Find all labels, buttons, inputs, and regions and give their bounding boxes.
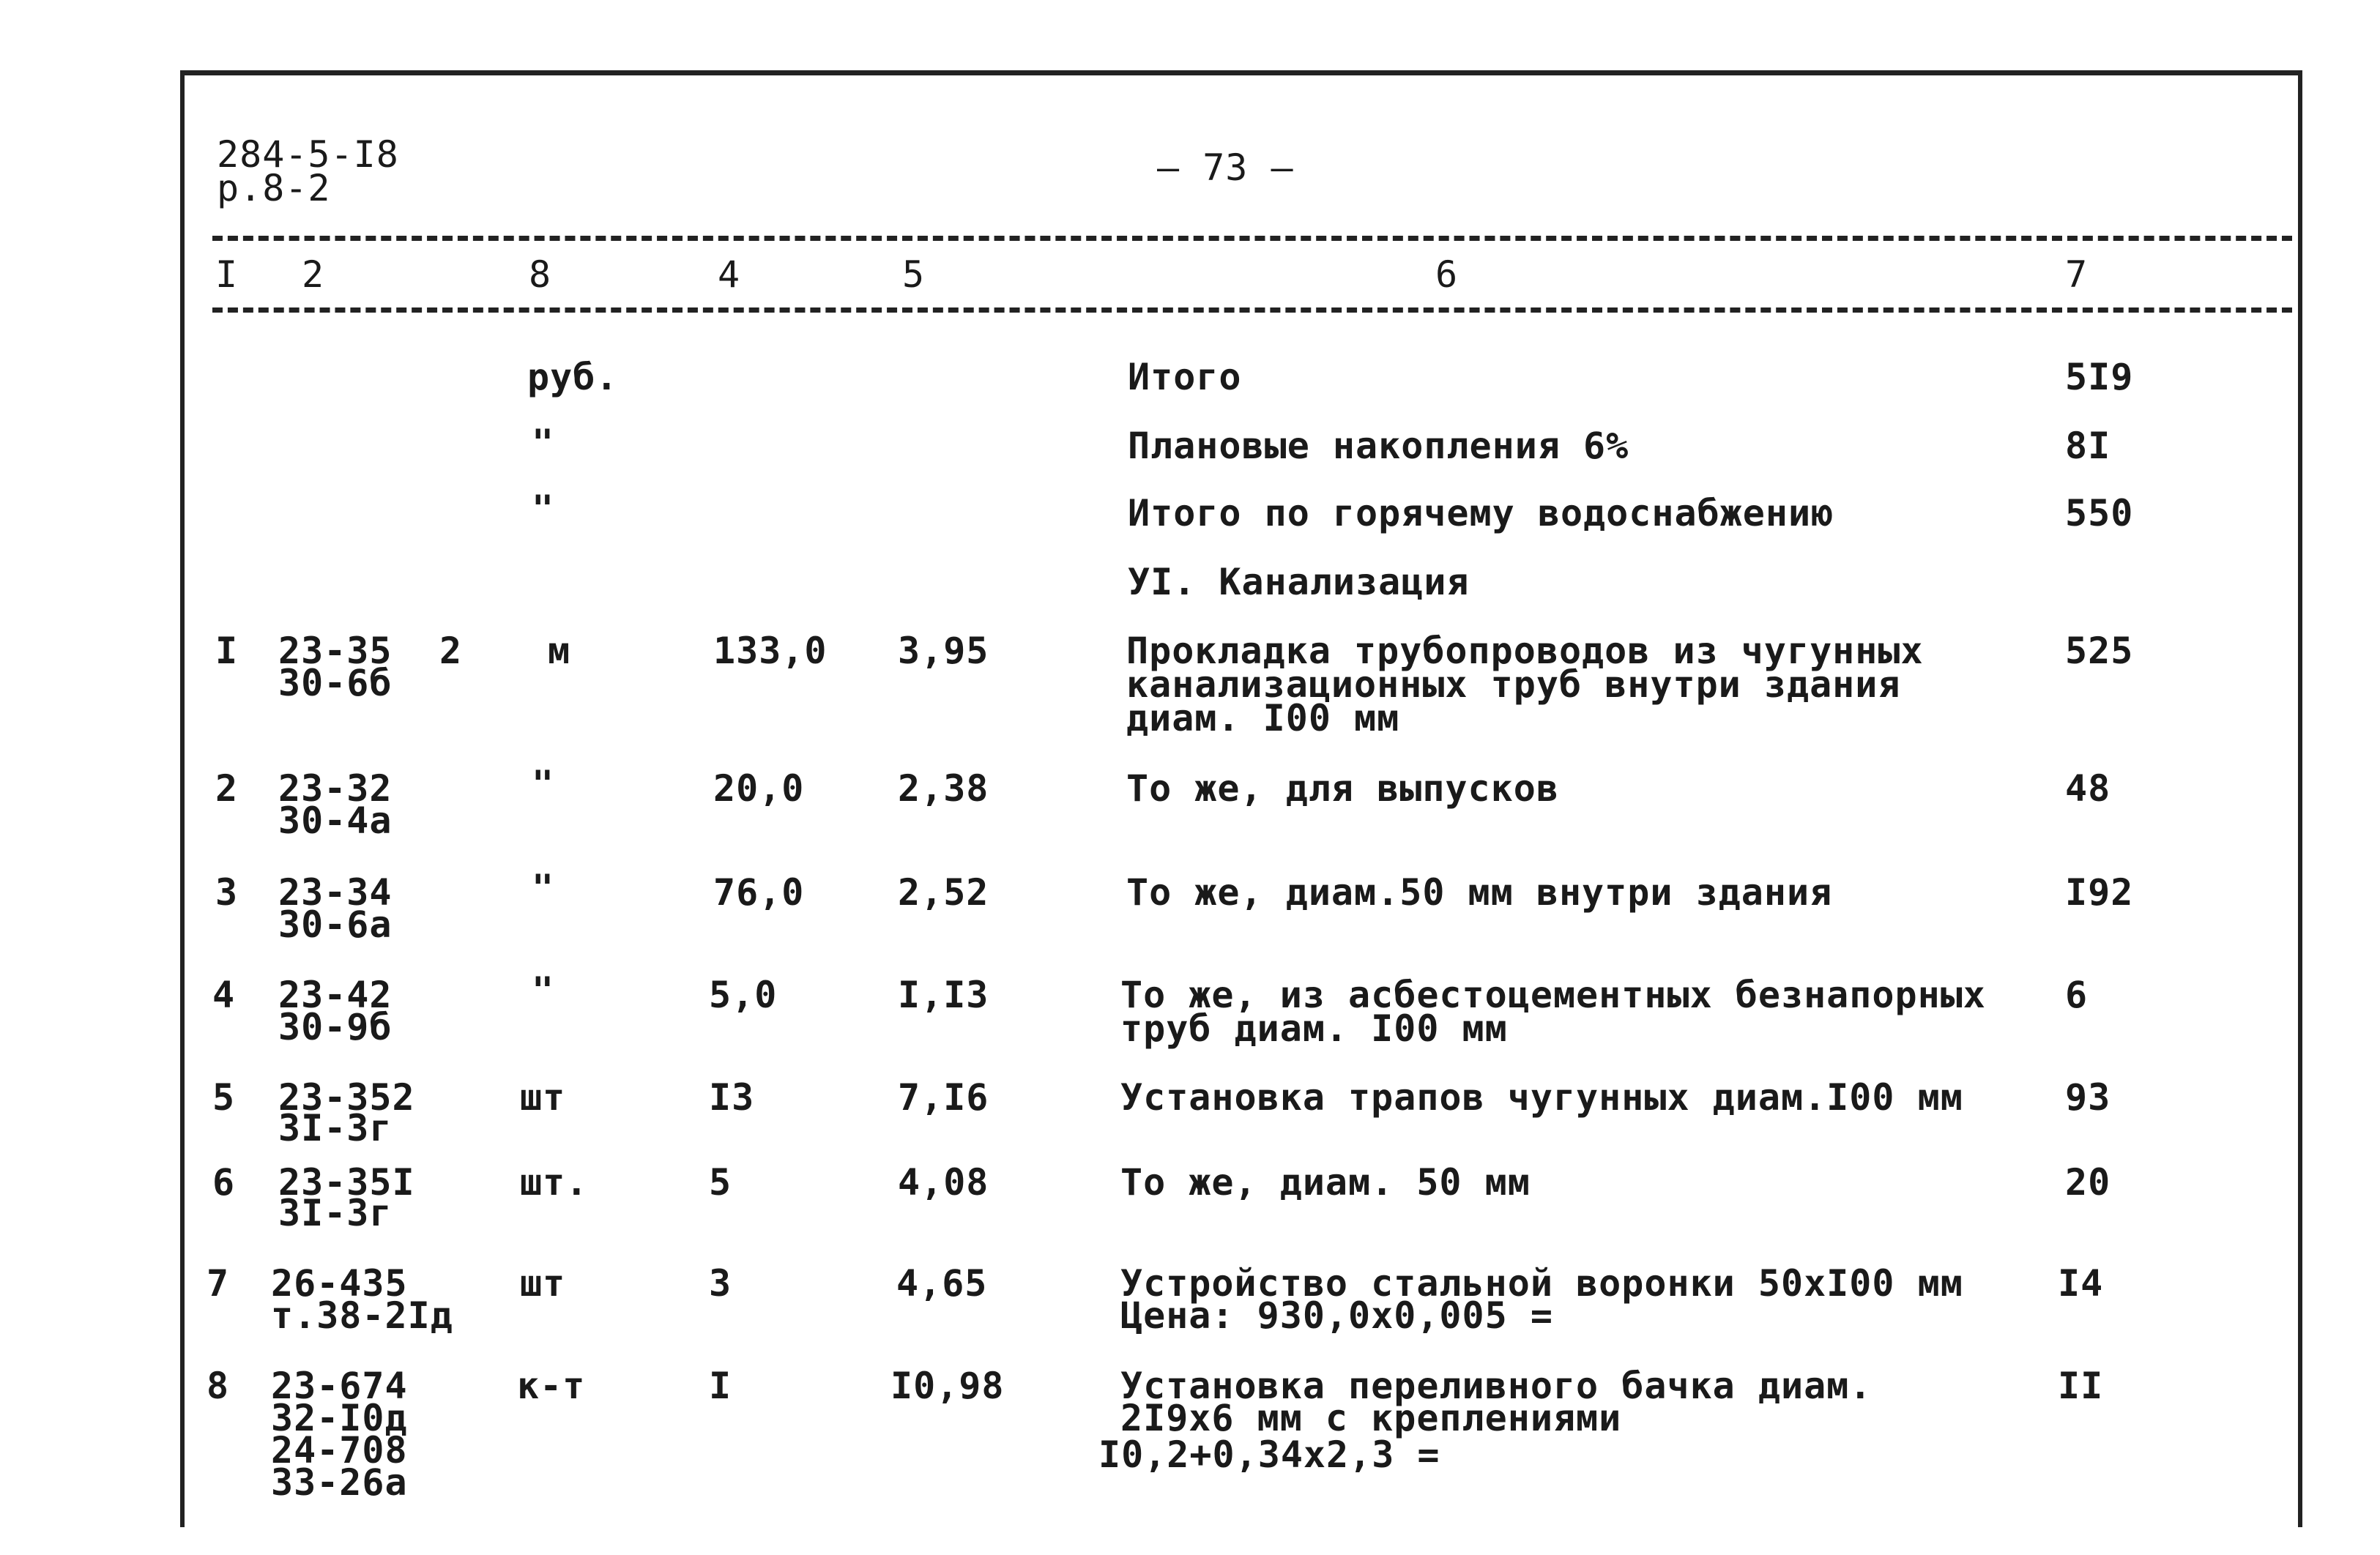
row-total: 550 [2065,492,2134,534]
row-unit: " [532,422,555,464]
row-price: 7,I6 [898,1076,989,1119]
row-code: 23-352 [278,1076,415,1119]
column-header-6: 6 [1435,253,1459,296]
row-description: труб диам. I00 мм [1120,1007,1508,1050]
row-unit: м [548,630,571,672]
doc-code: 284-5-I8 [217,133,399,176]
row-total: I92 [2065,871,2134,914]
row-quantity: 5 [709,1161,732,1204]
row-description: То же, диам.50 мм внутри здания [1126,871,1833,914]
frame-top-border [180,70,2302,75]
row-code: 23-34 [278,871,393,914]
row-unit: шт. [520,1161,589,1204]
row-price: 2,52 [898,871,989,914]
row-description: Плановые накопления 6% [1128,425,1629,467]
row-price: 2,38 [898,767,989,810]
row-unit: к-т [517,1365,586,1407]
row-price: 4,08 [898,1161,989,1204]
column-header-1: I [215,253,239,296]
row-total: 8I [2065,425,2111,467]
row-code: 23-42 [278,974,393,1016]
row-unit: " [532,488,555,530]
section-title: УI. Канализация [1128,561,1470,603]
column-header-5: 5 [902,253,926,296]
row-code-tertiary: 24-708 [271,1429,408,1472]
row-code: 23-32 [278,767,393,810]
row-description: 2I9х6 мм с креплениями [1120,1397,1622,1439]
row-number: 3 [215,871,239,914]
row-total: I4 [2058,1262,2104,1305]
row-unit: руб. [527,356,619,398]
row-number: 6 [212,1161,236,1204]
row-price: 4,65 [896,1262,988,1305]
row-code-secondary: 30-6б [278,662,393,704]
frame-left-border [180,70,185,1527]
row-quantity: 20,0 [713,767,805,810]
header-rule-bottom [212,307,2292,313]
row-code: 26-435 [271,1262,408,1305]
row-total: 525 [2065,630,2134,672]
column-header-2: 2 [302,253,325,296]
row-extra: 2 [439,630,463,672]
row-code-secondary: т.38-2Iд [271,1294,453,1337]
row-description: Итого по горячему водоснабжению [1128,492,1834,534]
frame-right-border [2298,70,2302,1527]
row-description: Прокладка трубопроводов из чугунных [1126,630,1924,672]
row-unit: " [532,867,555,909]
row-quantity: I3 [709,1076,755,1119]
column-header-7: 7 [2065,253,2089,296]
row-description: канализационных труб внутри здания [1126,663,1901,706]
row-quantity: 133,0 [713,630,828,672]
row-total: 5I9 [2065,356,2134,398]
row-unit: шт [520,1262,566,1305]
row-description: То же, из асбестоцементных безнапорных [1120,974,1986,1016]
row-description: Установка трапов чугунных диам.I00 мм [1120,1076,1963,1119]
row-number: I [215,630,239,672]
row-price: 3,95 [898,630,989,672]
row-description: То же, диам. 50 мм [1120,1161,1531,1204]
row-description: Итого [1128,356,1242,398]
row-price: I0,98 [890,1365,1005,1407]
row-code: 23-674 [271,1365,408,1407]
row-quantity: 76,0 [713,871,805,914]
header-rule-top [212,236,2292,241]
row-description: Устройство стальной воронки 50хI00 мм [1120,1262,1963,1305]
row-number: 5 [212,1076,236,1119]
row-unit: " [532,969,555,1012]
row-code-secondary: 3I-3г [278,1192,393,1234]
column-header-4: 4 [718,253,741,296]
row-price: I,I3 [898,974,989,1016]
row-description: То же, для выпусков [1126,767,1559,810]
row-quantity: I [709,1365,732,1407]
row-description: диам. I00 мм [1126,697,1400,739]
column-header-3: 8 [529,253,552,296]
row-description: Установка переливного бачка диам. [1120,1365,1873,1407]
row-description: Цена: 930,0х0,005 = [1120,1294,1553,1337]
row-code-secondary: 30-6а [278,903,393,946]
row-code-secondary: 3I-3г [278,1107,393,1149]
row-code: 23-35I [278,1161,415,1204]
row-code: 23-35 [278,630,393,672]
row-code-secondary: 32-I0д [271,1397,408,1439]
row-total: 20 [2065,1161,2111,1204]
section-code: р.8-2 [217,167,331,209]
row-description: I0,2+0,34х2,3 = [1098,1433,1440,1476]
row-unit: шт [520,1076,566,1119]
row-code-secondary: 30-4а [278,799,393,842]
row-code-secondary: 30-9б [278,1006,393,1048]
row-number: 4 [212,974,236,1016]
row-total: 93 [2065,1076,2111,1119]
row-total: 6 [2065,974,2089,1016]
row-unit: " [532,763,555,805]
page-number: — 73 — [1157,146,1294,189]
row-total: 48 [2065,767,2111,810]
row-quantity: 3 [709,1262,732,1305]
row-quantity: 5,0 [709,974,778,1016]
row-number: 8 [207,1365,230,1407]
row-number: 7 [207,1262,230,1305]
row-total: II [2058,1365,2104,1407]
row-number: 2 [215,767,239,810]
row-code-quaternary: 33-26а [271,1461,408,1504]
